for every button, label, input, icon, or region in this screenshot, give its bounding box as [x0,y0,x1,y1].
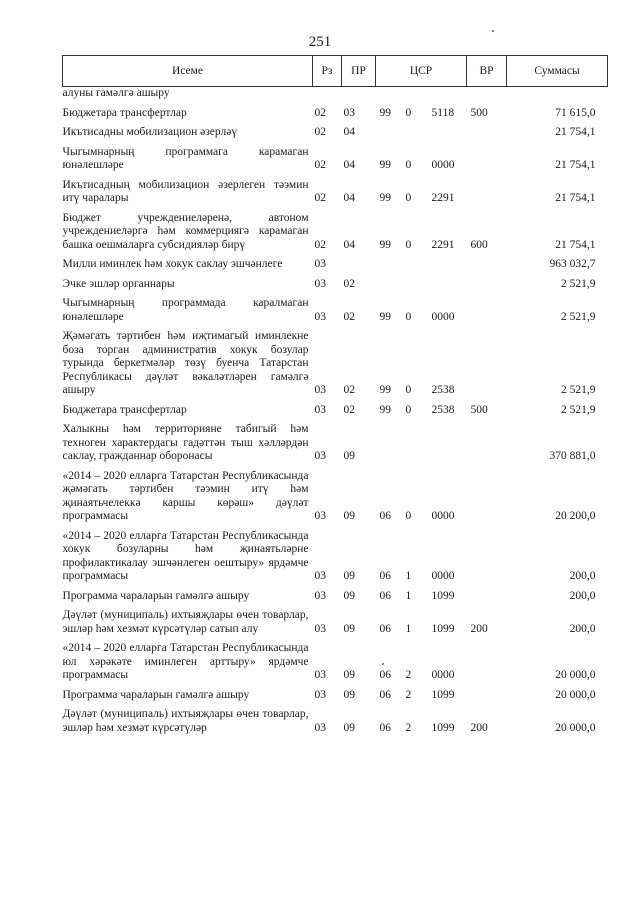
row-sum: 2 521,9 [561,310,596,323]
row-rz: 03 [314,688,326,701]
row-vr [467,179,507,206]
table-row [63,179,608,206]
row-csr-program [376,87,402,101]
row-vr [467,258,507,272]
row-name: «2014 – 2020 елларга Татарстан Республикасында җәмәгать тәртибен тәэмин итү һәм җинаятьчелеккә каршы көрәш» дәүләт программасы [62,469,309,522]
row-csr-subprogram: 0 [405,106,412,119]
row-vr [467,278,507,292]
row-vr: 200 [470,622,488,635]
page-number: 251 [308,34,332,50]
row-csr-subprogram [402,126,422,140]
row-rz: 02 [314,238,326,251]
row-vr [467,530,507,584]
table-row [63,258,608,272]
row-csr-program: 06 [379,570,391,582]
row-rz: 03 [314,622,326,635]
row-csr-code: 1099 [431,721,455,734]
row-csr-code [422,423,467,464]
row-csr-subprogram: 0 [405,510,412,522]
table-row [63,530,608,584]
row-vr [467,689,507,703]
row-sum: 200,0 [569,622,596,635]
row-rz: 02 [314,192,326,204]
row-name: «2014 – 2020 елларга Татарстан Республикасында юл хәрәкәте иминлеген арттыру» ярдәмче программасы [62,642,309,681]
row-pr: 09 [343,622,355,635]
row-csr-subprogram: 1 [405,622,412,635]
table-row [63,87,608,101]
row-rz: 03 [314,570,326,582]
row-name: Эчке эшләр органнары [62,277,175,290]
header-csr: ЦСР [376,56,467,87]
row-csr-program [376,126,402,140]
row-csr-subprogram: 1 [405,570,412,582]
row-name: Икътисадны мобилизацион әзерләү [62,126,238,138]
row-name: Бюджет учреждениеләренә, автоном учреждениеләргә һәм коммерциягә карамаган башка оешмаларга субсидияләр бирү [62,211,309,251]
row-rz: 02 [314,126,326,138]
table-row [63,146,608,173]
row-csr-code: 0000 [431,669,455,681]
row-csr-subprogram [402,423,422,464]
row-csr-program: 99 [379,238,391,251]
row-rz: 03 [314,258,326,270]
table-row [63,642,608,683]
row-csr-program: 99 [379,310,391,323]
row-csr-code [422,258,467,272]
header-name: Исеме [63,56,313,87]
row-pr: 09 [343,510,355,522]
scan-speck [492,30,494,32]
header-sum: Суммасы [507,56,608,87]
row-rz: 02 [314,159,326,171]
row-vr: 500 [470,403,488,416]
row-sum: 2 521,9 [561,384,596,396]
row-sum: 370 881,0 [549,450,596,462]
row-vr [467,423,507,464]
row-csr-code: 0000 [431,159,455,171]
row-csr-subprogram: 0 [405,403,412,416]
table-row [63,689,608,703]
row-vr [467,126,507,140]
row-csr-code [422,87,467,101]
row-csr-subprogram: 2 [405,669,412,681]
row-sum: 963 032,7 [549,258,596,270]
row-sum: 21 754,1 [555,126,596,138]
row-sum: 20 200,0 [555,510,596,522]
row-csr-code [422,126,467,140]
row-pr: 09 [343,589,355,602]
table-row [63,212,608,253]
row-name: «2014 – 2020 елларга Татарстан Республикасында хокук бозуларны һәм җинаятьләрне профилактикалау эшчәнлеген оештыру» ярдәмче программасы [62,529,309,582]
row-sum: 200,0 [569,589,596,602]
row-csr-code: 1099 [431,688,455,701]
row-rz: 03 [314,589,326,602]
row-name: Җәмәгать тәртибен һәм иҗтимагый иминлекне боза торган административ хокук бозулар турында беркетмәләр төзү буенча Татарстан Республикасы дәүләт вәкаләтләрен гамәлгә ашыру [62,330,309,396]
row-sum: 2 521,9 [561,277,596,290]
row-csr-subprogram [402,258,422,272]
row-csr-code: 0000 [431,510,455,522]
row-csr-code: 2538 [431,403,455,416]
row-pr: 02 [343,403,355,416]
row-csr-program: 99 [379,192,391,204]
header-rz: Рз [313,56,342,87]
table-row [63,330,608,398]
row-pr: 09 [343,570,355,582]
header-pr: ПР [342,56,376,87]
row-csr-program: 06 [379,688,391,701]
table-header [63,56,608,87]
table-row [63,423,608,464]
row-sum: 2 521,9 [561,403,596,416]
row-pr [342,87,376,101]
row-pr: 09 [343,721,355,734]
row-csr-program: 06 [379,669,391,681]
row-pr: 09 [343,450,355,462]
row-name: Бюджетара трансфертлар [62,106,187,119]
row-name: Дәүләт (муниципаль) ихтыяҗлары өчен товарлар, эшләр һәм хезмәт күрсәтүләр [62,708,309,734]
row-rz: 03 [314,450,326,462]
row-csr-program [376,278,402,292]
row-pr [342,258,376,272]
row-pr: 04 [343,126,355,138]
table-row [63,404,608,418]
row-pr: 02 [343,277,355,290]
row-csr-code: 5118 [431,106,455,119]
table-row [63,609,608,636]
budget-table [62,55,608,735]
row-csr-subprogram: 2 [405,721,412,734]
row-sum: 20 000,0 [555,688,596,701]
row-name: Халыкны һәм территорияне табигый һәм техноген характердагы гадәттән тыш хәлләрдән саклау, гражданнар оборонасы [62,423,309,462]
row-sum: 200,0 [569,570,596,582]
row-rz: 03 [314,384,326,396]
row-csr-code: 0000 [431,570,455,582]
table-row [63,708,608,735]
row-csr-program: 06 [379,622,391,635]
row-name: Чыгымнарның программада каралмаган юнәлешләре [62,297,309,323]
row-pr: 02 [343,384,355,396]
row-vr [467,297,507,324]
row-csr-code: 0000 [431,310,455,323]
row-rz: 03 [314,277,326,290]
row-csr-subprogram: 2 [405,688,412,701]
row-csr-code: 1099 [431,622,455,635]
row-csr-code: 1099 [431,589,455,602]
row-csr-subprogram [402,87,422,101]
row-pr: 09 [343,688,355,701]
row-csr-program: 06 [379,510,391,522]
row-csr-program: 99 [379,159,391,171]
row-name: Программа чараларын гамәлгә ашыру [62,688,250,701]
row-csr-program: 06 [379,721,391,734]
row-csr-program [376,423,402,464]
table-body [63,87,608,736]
row-sum: 21 754,1 [555,238,596,251]
row-sum: 21 754,1 [555,159,596,171]
row-pr: 09 [343,669,355,681]
row-name: Бюджетара трансфертлар [62,403,187,416]
row-vr [467,470,507,524]
row-pr: 04 [343,159,355,171]
row-name: Дәүләт (муниципаль) ихтыяҗлары өчен товарлар, эшләр һәм хезмәт күрсәтүләр сатып алу [62,609,309,635]
row-csr-subprogram [402,278,422,292]
row-csr-code: 2291 [431,238,455,251]
row-vr [467,330,507,398]
row-rz: 03 [314,510,326,522]
row-sum: 20 000,0 [555,721,596,734]
row-csr-subprogram: 1 [405,589,412,602]
row-csr-program [376,258,402,272]
row-csr-program: 99 [379,106,391,119]
table-row [63,297,608,324]
row-sum [507,87,608,101]
row-sum: 71 615,0 [555,106,596,119]
row-name: Программа чараларын гамәлгә ашыру [62,589,250,602]
row-rz: 03 [314,669,326,681]
row-vr [467,642,507,683]
row-csr-code [422,278,467,292]
row-csr-code: 2538 [431,384,455,396]
row-sum: 21 754,1 [555,192,596,204]
row-pr: 02 [343,310,355,323]
row-csr-subprogram: 0 [405,384,412,396]
table-row [63,470,608,524]
row-pr: 04 [343,238,355,251]
row-pr: 04 [343,192,355,204]
row-csr-program: 99 [379,403,391,416]
row-rz: 03 [314,310,326,323]
header-vr: ВР [467,56,507,87]
row-vr [467,146,507,173]
row-rz: 03 [314,403,326,416]
row-csr-program: 06 [379,589,391,602]
table-row [63,590,608,604]
row-name: алуны гамәлгә ашыру [62,87,170,99]
row-pr: 03 [343,106,355,119]
row-vr [467,590,507,604]
row-rz: 02 [314,106,326,119]
row-csr-subprogram: 0 [405,310,412,323]
table-row [63,107,608,121]
table-row [63,126,608,140]
row-rz [313,87,342,101]
row-name: Милли иминлек һәм хокук саклау эшчәнлеге [62,258,283,270]
row-csr-subprogram: 0 [405,159,412,171]
row-sum: 20 000,0 [555,669,596,681]
table-row [63,278,608,292]
row-csr-code: 2291 [431,192,455,204]
row-vr [467,87,507,101]
row-csr-program: 99 [379,384,391,396]
row-csr-subprogram: 0 [405,192,412,204]
row-vr: 500 [470,106,488,119]
row-vr: 200 [470,721,488,734]
row-name: Чыгымнарның программага карамаган юнәлешләре [62,145,309,171]
row-rz: 03 [314,721,326,734]
row-vr: 600 [470,238,488,251]
row-csr-subprogram: 0 [405,238,412,251]
row-name: Икътисадның мобилизацион әзерлеген тәэмин итү чаралары [62,178,309,204]
